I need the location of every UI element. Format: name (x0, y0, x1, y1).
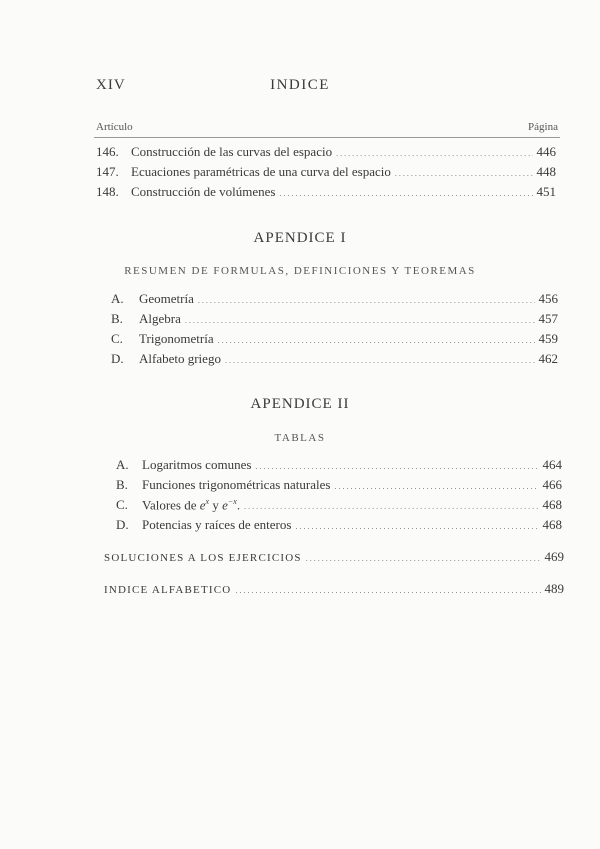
dot-leader (306, 549, 541, 565)
toc-entry-148 (96, 184, 556, 200)
entry-number: 146. (96, 144, 119, 159)
entry-page: 459 (538, 331, 558, 346)
entry-title: Construcción de volúmenes (131, 184, 276, 199)
entry-letter: A. (111, 291, 124, 306)
entry-page: 446 (536, 144, 556, 159)
entry-page: 469 (544, 549, 564, 564)
dot-leader (336, 144, 532, 160)
dot-leader (198, 291, 535, 307)
exp-base-2: e (222, 497, 228, 513)
title-mid: y (209, 497, 223, 513)
entry-title: Ecuaciones paramétricas de una curva del espacio (131, 164, 391, 179)
exp-base-1: e (199, 497, 206, 513)
title-prefix: Valores de (142, 497, 200, 513)
dot-leader (185, 311, 535, 327)
dot-leader (235, 581, 540, 597)
entry-page: 456 (538, 291, 558, 306)
entry-number: 148. (96, 184, 119, 199)
appendix-1-title: APENDICE I (253, 230, 347, 246)
toc-entry-appendix1-a (111, 291, 558, 307)
entry-title: Funciones trigonométricas naturales (142, 477, 331, 492)
dot-leader (279, 184, 532, 200)
toc-entry-appendix1-c (111, 331, 558, 347)
page-title: INDICE (270, 77, 330, 93)
entry-title: SOLUCIONES A LOS EJERCICIOS (104, 552, 302, 564)
entry-page: 462 (538, 351, 558, 366)
entry-title: Geometría (139, 291, 194, 306)
entry-page: 468 (542, 517, 562, 532)
dot-leader (255, 457, 538, 473)
entry-page: 466 (542, 477, 562, 492)
appendix-1-subtitle: RESUMEN DE FORMULAS, DEFINICIONES Y TEOREMAS (124, 265, 476, 277)
entry-page: 489 (544, 581, 564, 596)
toc-entry-146 (96, 144, 556, 160)
entry-title: Potencias y raíces de enteros (142, 517, 292, 532)
appendix-2-subtitle: TABLAS (274, 432, 326, 444)
entry-letter: B. (116, 477, 128, 492)
entry-title: INDICE ALFABETICO (104, 584, 232, 596)
dot-leader (225, 351, 535, 367)
dot-leader (334, 477, 538, 493)
toc-entry-appendix2-a (116, 457, 562, 473)
toc-entry-147 (96, 164, 556, 180)
entry-letter: D. (116, 517, 129, 532)
toc-entry-appendix2-b (116, 477, 562, 493)
entry-number: 147. (96, 164, 119, 179)
appendix-2-title: APENDICE II (250, 396, 350, 412)
entry-page: 451 (536, 184, 556, 199)
entry-title: Trigonometría (139, 331, 214, 346)
entry-letter: A. (116, 457, 129, 472)
dot-leader (244, 497, 538, 513)
dot-leader (218, 331, 535, 347)
exp-sup-1: x (205, 497, 210, 506)
toc-entry-appendix2-c (116, 497, 562, 513)
entry-letter: C. (116, 497, 128, 513)
toc-entry-appendix2-d (116, 517, 562, 533)
dot-leader (295, 517, 538, 533)
entry-page: 448 (536, 164, 556, 179)
dot-leader (395, 164, 533, 180)
entry-letter: C. (111, 331, 123, 346)
entry-title: Construcción de las curvas del espacio (131, 144, 333, 159)
header-rule (94, 137, 560, 138)
title-suffix: . (236, 497, 241, 513)
entry-title: Algebra (139, 311, 181, 326)
entry-title (142, 497, 240, 513)
page-number: XIV (96, 77, 126, 93)
toc-entry-alphabetical-index (104, 581, 564, 597)
entry-page: 457 (538, 311, 558, 326)
entry-letter: D. (111, 351, 124, 366)
toc-entry-appendix1-b (111, 311, 558, 327)
toc-entry-solutions (104, 549, 564, 565)
entry-title: Logaritmos comunes (142, 457, 252, 472)
column-header-article: Artículo (96, 121, 133, 133)
entry-page: 468 (542, 497, 562, 513)
column-header-page: Página (528, 121, 558, 133)
exp-sup-2: −x (227, 497, 237, 506)
entry-title: Alfabeto griego (139, 351, 221, 366)
toc-entry-appendix1-d (111, 351, 558, 367)
entry-letter: B. (111, 311, 123, 326)
entry-page: 464 (542, 457, 562, 472)
